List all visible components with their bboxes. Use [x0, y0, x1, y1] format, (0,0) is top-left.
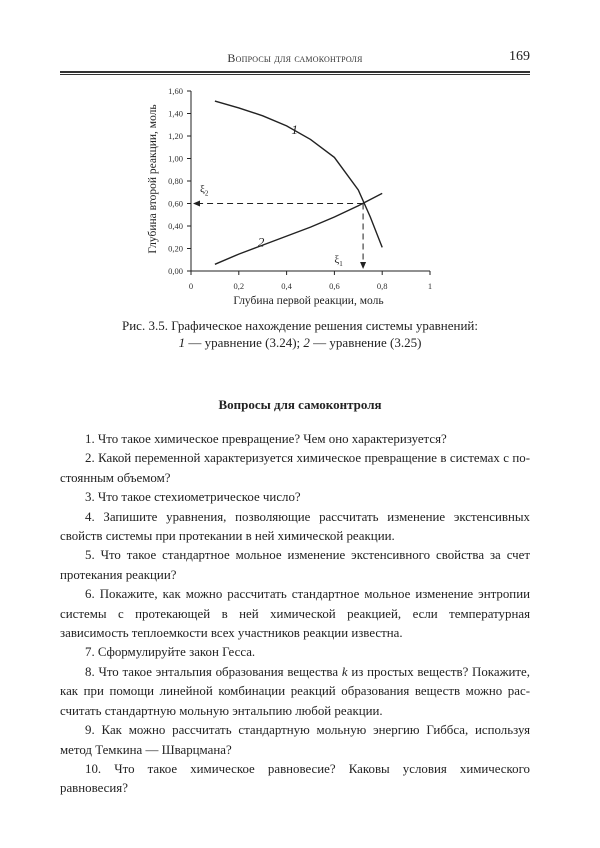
section-title: Вопросы для самоконтроля — [218, 397, 382, 412]
questions-list — [60, 430, 530, 799]
svg-text:0,8: 0,8 — [376, 281, 388, 291]
series-label-2: 2 — [257, 234, 265, 250]
q8-after: из простых веществ? Покажите, как при помощи линейной комбинации реакций образования веществ можно рас-считать стандартную мольную энтальпию любой реакции. — [60, 664, 530, 718]
svg-text:1,40: 1,40 — [168, 108, 183, 119]
question-3: 3. Что такое стехиометрическое число? — [85, 490, 301, 505]
chart-axes — [187, 91, 430, 275]
x-axis-label: Глубина первой реакции, моль — [233, 295, 384, 307]
question-4: 4. Запишите уравнения, позволяющие рассчитать изменение экстенсивных свойств системы при протекании в ней химической реакции. — [60, 509, 530, 544]
caption-num-2: 2 — [303, 335, 310, 350]
curve-1 — [215, 101, 382, 250]
page-number: 169 — [509, 49, 530, 64]
svg-text:0,2: 0,2 — [233, 281, 245, 291]
arrow-down-icon — [360, 262, 366, 269]
svg-text:0,00: 0,00 — [168, 266, 183, 276]
question-6: 6. Покажите, как можно рассчитать стандартное мольное изменение энтропии системы с протекающей в ней химической реакцией, если температурная зависимость теплоемкости всех участников реакции известна. — [60, 587, 530, 641]
svg-text:0,4: 0,4 — [281, 281, 292, 291]
question-8 — [60, 663, 530, 721]
question-7: 7. Сформулируйте закон Гесса. — [85, 645, 256, 660]
svg-text:1: 1 — [427, 281, 433, 291]
svg-text:1,20: 1,20 — [168, 131, 183, 141]
svg-text:0,80: 0,80 — [168, 176, 183, 186]
caption-eq-1: — уравнение (3.24); — [185, 335, 304, 350]
svg-text:0: 0 — [188, 281, 194, 291]
question-2: 2. Какой переменной характеризуется химическое превращение в системах с по-стоянным объемом? — [60, 451, 530, 485]
figure-chart — [0, 0, 600, 320]
question-10: 10. Что такое химическое равновесие? Каковы условия химического равновесия? — [60, 761, 530, 796]
caption-num-1: 1 — [178, 335, 186, 350]
caption-line-2 — [60, 334, 540, 351]
question-5: 5. Что такое стандартное мольное изменение экстенсивного свойства за счет протекания реакции? — [60, 548, 530, 582]
xi2-label: $\xi_2$ — [200, 183, 209, 198]
chart-curves — [215, 101, 382, 264]
svg-text:0,6: 0,6 — [329, 281, 340, 291]
svg-text:1,60: 1,60 — [168, 86, 183, 96]
svg-text:0,20: 0,20 — [168, 243, 183, 254]
question-1: 1. Что такое химическое превращение? Чем оно характеризуется? — [85, 432, 447, 446]
svg-text:1,00: 1,00 — [168, 153, 183, 164]
q8-var: k — [341, 664, 348, 679]
xi1-label: $\xi_1$ — [334, 254, 343, 268]
running-title: Вопросы для самоконтроля — [227, 51, 363, 65]
svg-text:0,60: 0,60 — [168, 198, 183, 209]
x-tick-labels — [189, 281, 432, 291]
curve-2 — [215, 193, 382, 264]
arrow-left-icon — [193, 201, 200, 207]
series-label-1: 1 — [291, 121, 298, 137]
svg-text:0,40: 0,40 — [168, 221, 183, 231]
q8-before: 8. Что такое энтальпия образования вещества — [85, 664, 342, 679]
caption-line-1: Рис. 3.5. Графическое нахождение решения системы уравнений: — [122, 318, 478, 333]
figure-caption — [60, 317, 540, 351]
caption-eq-2: — уравнение (3.25) — [309, 335, 422, 350]
y-tick-labels — [168, 86, 183, 276]
question-9: 9. Как можно рассчитать стандартную мольную энергию Гиббса, используя метод Темкина — Шварцмана? — [60, 723, 530, 757]
y-axis-label: Глубина второй реакции, моль — [147, 104, 159, 254]
